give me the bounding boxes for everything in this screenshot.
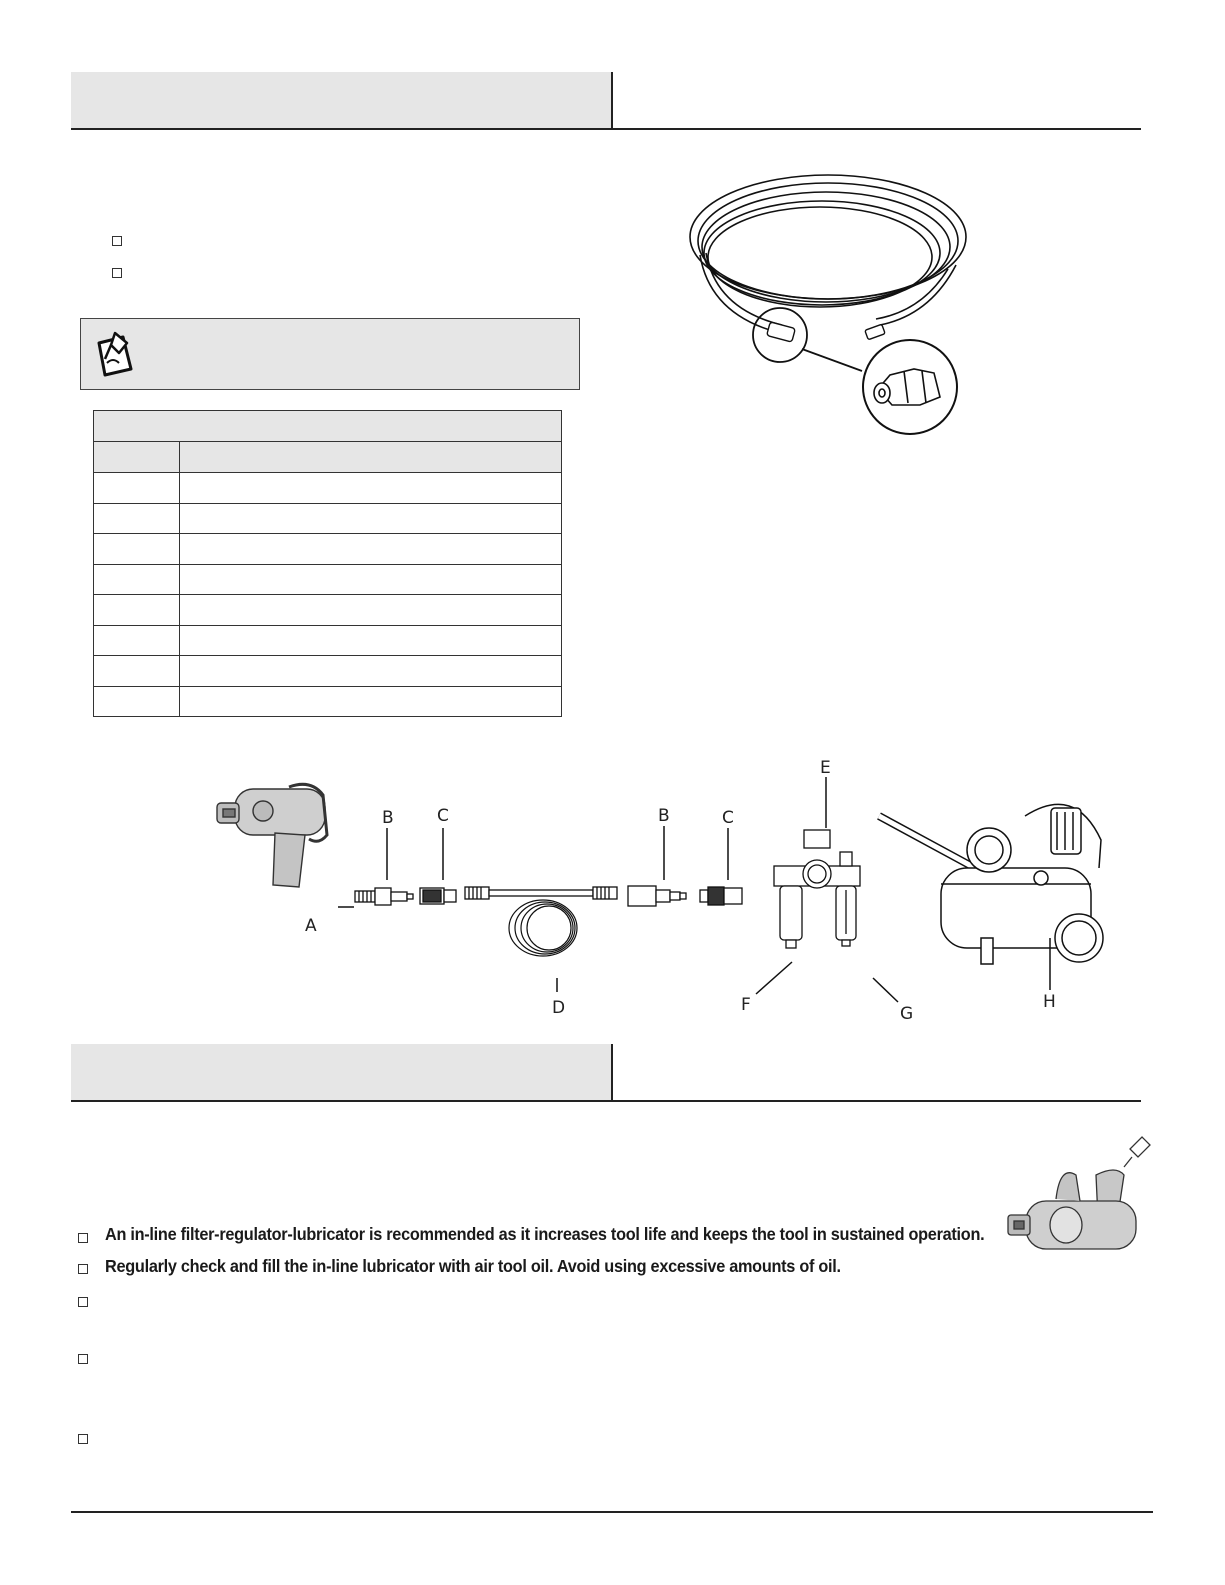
label-c-left: C <box>437 806 449 826</box>
oiling-tool-illustration <box>1006 1135 1156 1255</box>
operation-checkbox-2 <box>78 1264 88 1274</box>
operation-checkbox-1 <box>78 1233 88 1243</box>
operation-checkbox-5 <box>78 1434 88 1444</box>
label-f: F <box>741 995 751 1015</box>
operation-bullet-2: Regularly check and fill the in-line lubricator with air tool oil. Avoid using excessive amounts of oil. <box>105 1256 841 1276</box>
section-header-operation <box>71 1044 1141 1102</box>
label-g: G <box>900 1004 914 1024</box>
label-d: D <box>552 998 566 1018</box>
label-b-left: B <box>382 808 394 828</box>
label-c-right: C <box>722 808 734 828</box>
operation-checkbox-3 <box>78 1297 88 1307</box>
section-header-operation-title-area <box>71 1044 613 1100</box>
footer-rule <box>71 1511 1153 1513</box>
section-header-operation-rule <box>71 1100 1141 1102</box>
label-e: E <box>820 758 831 778</box>
label-a: A <box>305 916 317 936</box>
operation-checkbox-4 <box>78 1354 88 1364</box>
label-h: H <box>1043 992 1056 1012</box>
label-b-right: B <box>658 806 670 826</box>
operation-bullet-1: An in-line filter-regulator-lubricator is recommended as it increases tool life and keeps the tool in sustained operation. <box>105 1224 985 1244</box>
